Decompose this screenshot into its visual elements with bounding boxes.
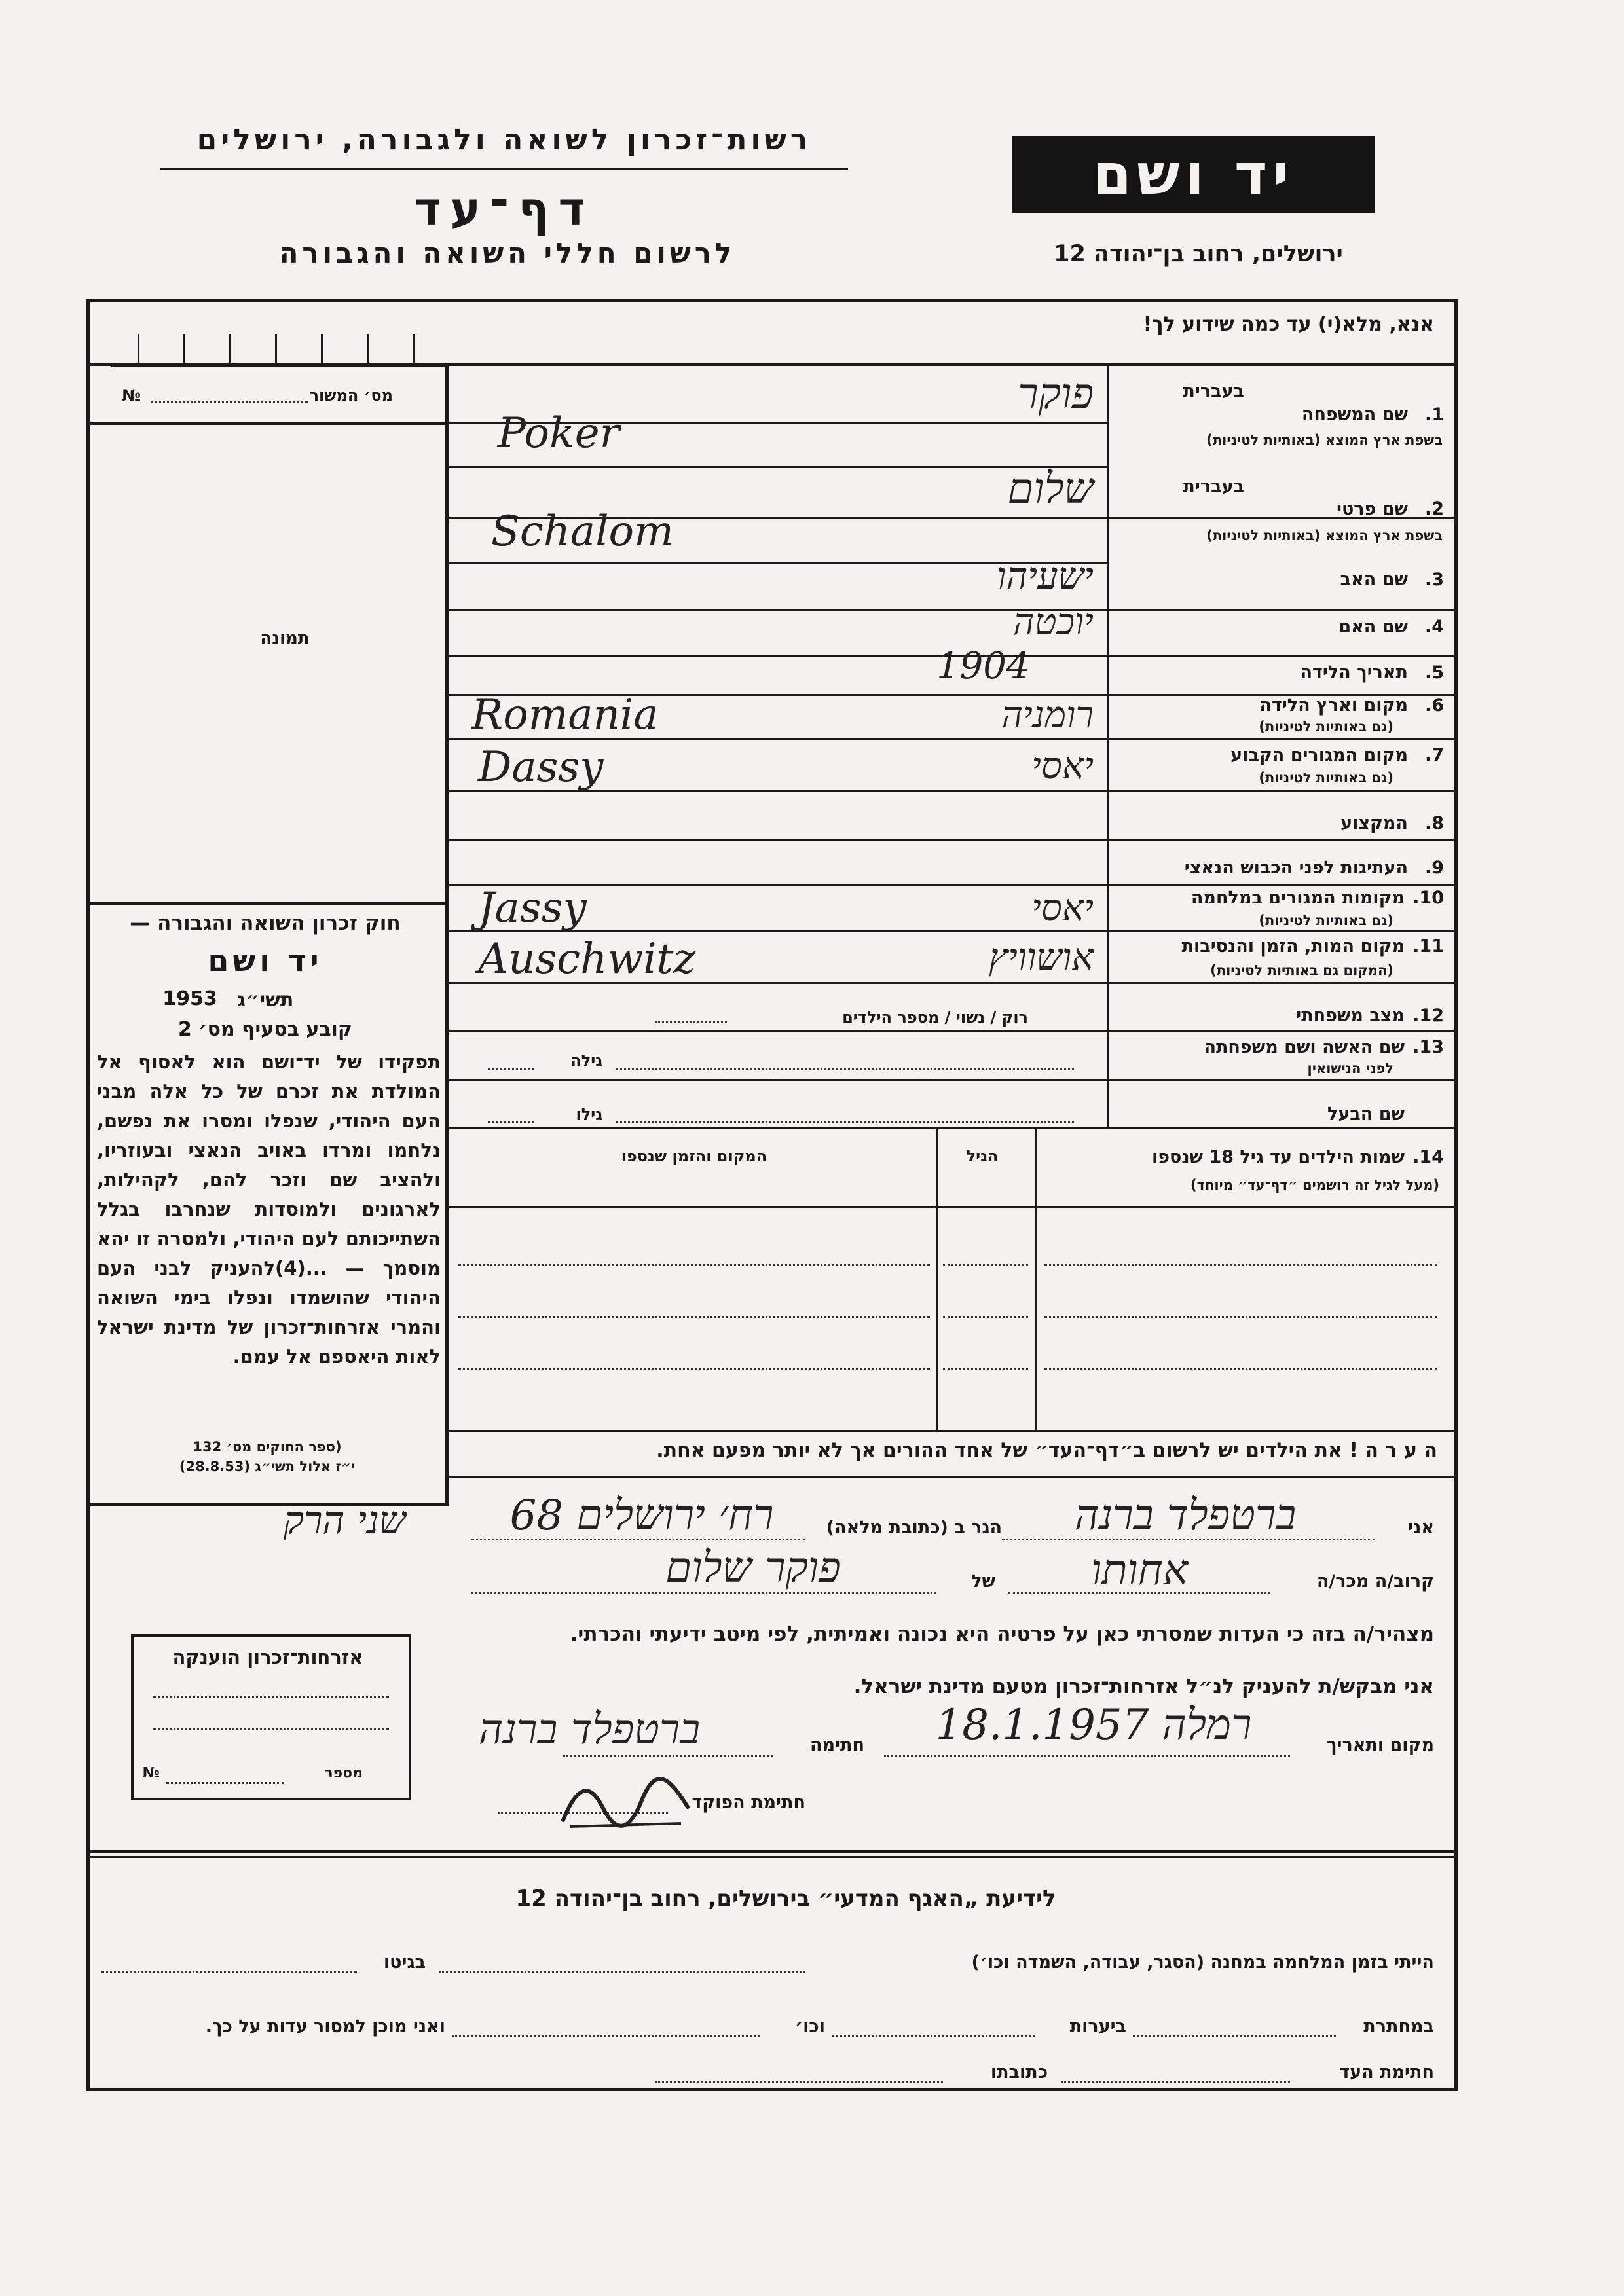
- left-handwritten-note: שני הרק: [283, 1498, 406, 1542]
- field-10-latin[interactable]: Jassy: [478, 884, 587, 932]
- field-6-latin[interactable]: Romania: [471, 691, 659, 739]
- decl-place-date-value[interactable]: רמלה 18.1.1957: [935, 1701, 1252, 1749]
- field-13-sub: לפני הנישואין: [1307, 1061, 1393, 1076]
- field-5-num: 5.: [1424, 663, 1444, 683]
- bottom-witness-signature[interactable]: [1061, 2081, 1290, 2083]
- field-3-label: שם האב: [1340, 570, 1408, 590]
- law-year: 1953: [162, 987, 217, 1010]
- citizenship-box-number: מספר: [324, 1765, 363, 1781]
- field-1-sub: בשפת ארץ המוצא (באותיות לטיניות): [1206, 432, 1443, 448]
- field-2-sub: בשפת ארץ המוצא (באותיות לטיניות): [1206, 528, 1443, 543]
- decl-signature-line: [563, 1755, 773, 1757]
- field-2-label: שם פרטי: [1337, 499, 1408, 519]
- children-label: שמות הילדים עד גיל 18 שנספו: [1151, 1147, 1405, 1167]
- authority-underline: [160, 168, 848, 170]
- bottom-underground-field[interactable]: [1133, 2035, 1336, 2037]
- children-sub: (מעל לגיל זה רושמים ״דף־עד״ מיוחד): [1190, 1177, 1439, 1193]
- citizenship-box-no: №: [142, 1765, 160, 1781]
- decl-signature-value[interactable]: ברטפלד ברנה: [478, 1705, 701, 1754]
- law-ref-date: י״ז אלול תשי״ג (28.8.53): [179, 1459, 356, 1474]
- field-5-value[interactable]: 1904: [936, 645, 1030, 687]
- field-1-num: 1.: [1424, 405, 1444, 425]
- children-row[interactable]: [943, 1264, 1028, 1266]
- field-13-age-label: גילה: [570, 1051, 602, 1070]
- bottom-forests-field[interactable]: [832, 2035, 1035, 2037]
- bottom-line3-b: כתובתו: [990, 2062, 1048, 2083]
- bottom-line2-c: וכו׳: [795, 2016, 825, 2037]
- field-6-sub: (גם באותיות לטיניות): [1259, 719, 1393, 735]
- decl-signature-label: חתימה: [809, 1735, 864, 1755]
- field-3-num: 3.: [1424, 570, 1444, 590]
- row-line: [449, 1079, 1454, 1081]
- field-6-hebrew[interactable]: רומניה: [1001, 694, 1094, 737]
- field-8-num: 8.: [1424, 813, 1444, 833]
- field-2-num: 2.: [1424, 499, 1444, 519]
- field-11-num: 11.: [1412, 936, 1444, 957]
- field-12-children-count[interactable]: [655, 1021, 727, 1023]
- citizenship-box-num-line[interactable]: [166, 1782, 284, 1784]
- field-1-hebrew[interactable]: פוקר: [1018, 370, 1094, 418]
- record-number-label: מס׳ המשור: [309, 386, 393, 405]
- record-number-field[interactable]: [151, 401, 308, 403]
- field-12-label: מצב משפחתי: [1296, 1006, 1405, 1026]
- bottom-ghetto-field[interactable]: [101, 1971, 357, 1973]
- row-line: [449, 1127, 1454, 1129]
- field-10-hebrew[interactable]: יאסי: [1031, 887, 1094, 930]
- bottom-line1-b: בגיטו: [383, 1952, 426, 1973]
- record-number-boxes[interactable]: [111, 334, 445, 367]
- field-9-label: העתיגות לפני הכבוש הנאצי: [1184, 858, 1408, 878]
- bottom-line2-d: ואני מוכן למסור עדות על כך.: [205, 2016, 445, 2037]
- field-11-hebrew[interactable]: אושוויץ: [988, 936, 1094, 979]
- children-header-line: [449, 1206, 1454, 1208]
- field-2-tag: בעברית: [1183, 477, 1244, 497]
- children-row[interactable]: [458, 1264, 930, 1266]
- children-col-place: המקום והזמן שנספו: [621, 1147, 767, 1165]
- field-10-label: מקומות המגורים במלחמה: [1190, 888, 1405, 908]
- bottom-section-line2: [90, 1856, 1454, 1858]
- officer-signature-scribble: [550, 1761, 701, 1840]
- citizenship-box-line[interactable]: [153, 1696, 389, 1698]
- law-name: יד ושם: [208, 943, 323, 978]
- citizenship-box-line[interactable]: [153, 1728, 389, 1730]
- decl-statement: מצהיר/ה בזה כי העדות שמסרתי כאן על פרטיה היא נכונה ואמיתית, לפי מיטב ידיעתי והכרתי.: [570, 1622, 1434, 1646]
- children-col-line: [936, 1127, 938, 1432]
- decl-resides-value[interactable]: רח׳ ירושלים 68: [509, 1491, 774, 1540]
- address: ירושלים, רחוב בן־יהודה 12: [1054, 241, 1343, 267]
- husband-value[interactable]: [616, 1121, 1074, 1123]
- bottom-witness-address[interactable]: [655, 2081, 943, 2083]
- field-4-label: שם האם: [1338, 617, 1408, 637]
- photo-top-line: [90, 422, 447, 425]
- children-col-line: [1035, 1127, 1037, 1432]
- field-7-sub: (גם באותיות לטיניות): [1259, 770, 1393, 786]
- row-line: [449, 839, 1454, 841]
- field-5-label: תאריך הלידה: [1300, 663, 1408, 683]
- field-1-tag: בעברית: [1183, 381, 1244, 401]
- field-1-latin[interactable]: Poker: [498, 409, 620, 458]
- field-6-num: 6.: [1424, 695, 1444, 716]
- field-4-num: 4.: [1424, 617, 1444, 637]
- citizenship-box: [131, 1634, 411, 1800]
- law-text: תפקידו של יד־ושם הוא לאסוף אל המולדת את זכרם של כל אלה מבני העם היהודי, שנפלו ומסרו את נפשם, נלחמו ומרדו באויב הנאצי ובעוזריו, ולהציב שם וזכר להם, לקהילות, לארגונים ולמוסדות שנחרבו בגלל השתייכותם לעם היהודי, ולמסרה זו יהא מוסמך — ...(4)להעניק לבני העם היהודי שהושמדו ונפלו בימי השואה והמרי אזרחות־זכרון של מדינת ישראל לאות היאספם אל עמם.: [97, 1051, 441, 1368]
- decl-i-value[interactable]: ברטפלד ברנה: [1074, 1491, 1297, 1540]
- children-note: ה ע ר ה ! את הילדים יש לרשום ב״דף־העד״ של אחד ההורים אך לא יותר מפעם אחת.: [656, 1439, 1437, 1462]
- decl-place-date-line: [884, 1755, 1290, 1757]
- logo-text: יד ושם: [1092, 142, 1295, 208]
- form-subtitle: לרשום חללי השואה והגבורה: [279, 237, 736, 269]
- field-10-num: 10.: [1412, 888, 1444, 908]
- field-8-label: המקצוע: [1340, 813, 1408, 833]
- bottom-line2-a: במחתרת: [1363, 2016, 1434, 2037]
- children-bottom-line: [449, 1430, 1454, 1432]
- decl-place-date-label: מקום ותאריך: [1326, 1735, 1434, 1755]
- field-12-num: 12.: [1412, 1006, 1444, 1026]
- children-row[interactable]: [943, 1316, 1028, 1318]
- row-line: [449, 1030, 1454, 1032]
- children-row[interactable]: [458, 1368, 930, 1370]
- label-column-border: [1107, 363, 1109, 1128]
- yad-vashem-logo: [1012, 136, 1375, 213]
- decl-i-line: [1002, 1539, 1375, 1540]
- field-13-num: 13.: [1412, 1037, 1444, 1057]
- citizenship-box-title: אזרחות־זכרון הוענקה: [172, 1646, 363, 1668]
- decl-request: אני מבקש/ת להעניק לנ״ל אזרחות־זכרון מטעם מדינת ישראל.: [853, 1675, 1434, 1698]
- decl-officer-label: חתימת הפוקד: [692, 1793, 805, 1813]
- law-section: קובע בסעיף מס׳ 2: [177, 1018, 353, 1041]
- husband-label: שם הבעל: [1327, 1104, 1405, 1124]
- children-row[interactable]: [1044, 1316, 1437, 1318]
- field-7-latin[interactable]: Dassy: [478, 743, 604, 792]
- field-2-latin[interactable]: Schalom: [491, 507, 674, 556]
- children-row[interactable]: [1044, 1368, 1437, 1370]
- field-13-value[interactable]: [616, 1068, 1074, 1070]
- field-11-latin[interactable]: Auschwitz: [478, 935, 696, 983]
- field-2-hebrew[interactable]: שלום: [1007, 465, 1094, 513]
- field-7-hebrew[interactable]: יאסי: [1031, 745, 1094, 788]
- children-num: 14.: [1412, 1147, 1444, 1167]
- bottom-section-line: [90, 1850, 1454, 1853]
- decl-resides-label: הגר ב (כתובת מלאה): [826, 1518, 1002, 1538]
- bottom-line2-b: ביערות: [1069, 2016, 1126, 2037]
- note-bottom-line: [449, 1476, 1454, 1478]
- bottom-camp-field[interactable]: [439, 1971, 805, 1973]
- field-12-options[interactable]: רוק / נשוי / מספר הילדים: [842, 1008, 1028, 1027]
- field-7-label: מקום המגורים הקבוע: [1230, 745, 1408, 765]
- husband-age-label: גילו: [576, 1105, 602, 1123]
- bottom-title: לידיעת „האגף המדעי״ בירושלים, רחוב בן־יהודה 12: [515, 1886, 1056, 1912]
- children-row[interactable]: [1044, 1264, 1437, 1266]
- law-ref: (ספר החוקים מס׳ 132: [193, 1439, 342, 1455]
- field-11-sub: (המקום גם באותיות לטיניות): [1210, 962, 1393, 978]
- decl-relative-value[interactable]: אחותו: [1090, 1546, 1189, 1595]
- children-row[interactable]: [458, 1316, 930, 1318]
- field-4-value[interactable]: יוכטה: [1012, 601, 1094, 644]
- decl-of-label: של: [971, 1571, 995, 1592]
- decl-of-line: [471, 1592, 936, 1594]
- bottom-line1-a: הייתי בזמן המלחמה במחנה (הסגר, עבודה, השמדה וכו׳): [971, 1952, 1434, 1973]
- decl-relative-label: קרוב/ה מכר/ה: [1316, 1571, 1434, 1592]
- field-9-num: 9.: [1424, 858, 1444, 878]
- record-number-no: №: [122, 386, 141, 405]
- authority-heading: רשות־זכרון לשואה ולגבורה, ירושלים: [196, 123, 812, 156]
- law-year-he: תשי״ג: [236, 989, 294, 1011]
- decl-of-value[interactable]: פוקר שלום: [665, 1544, 841, 1592]
- children-row[interactable]: [943, 1368, 1028, 1370]
- form-title: דף־עד: [414, 182, 595, 236]
- field-13-age[interactable]: [488, 1068, 534, 1070]
- field-7-num: 7.: [1424, 745, 1444, 765]
- field-10-sub: (גם באותיות לטיניות): [1259, 913, 1393, 928]
- bottom-etc-field[interactable]: [452, 2035, 760, 2037]
- bottom-line3-a: חתימת העד: [1339, 2062, 1434, 2083]
- left-column-border: [445, 363, 449, 1506]
- decl-relative-line: [1008, 1592, 1270, 1594]
- header-divider: [90, 363, 1454, 366]
- husband-age[interactable]: [488, 1121, 534, 1123]
- photo-label: תמונה: [260, 629, 310, 648]
- children-col-age: הגיל: [966, 1147, 999, 1165]
- decl-i-label: אני: [1408, 1518, 1434, 1538]
- photo-bottom-line: [90, 902, 447, 905]
- field-13-label: שם האשה ושם משפחתה: [1204, 1037, 1405, 1057]
- plea-text: אנא, מלא(י) עד כמה שידוע לך!: [1143, 313, 1434, 336]
- field-3-value[interactable]: ישעיהו: [997, 555, 1094, 598]
- law-title: חוק זכרון השואה והגבורה —: [130, 911, 401, 935]
- decl-resides-line: [471, 1539, 805, 1540]
- field-6-label: מקום וארץ הלידה: [1259, 695, 1408, 716]
- field-11-label: מקום המות, הזמן והנסיבות: [1181, 936, 1405, 957]
- field-1-label: שם המשפחה: [1301, 405, 1408, 425]
